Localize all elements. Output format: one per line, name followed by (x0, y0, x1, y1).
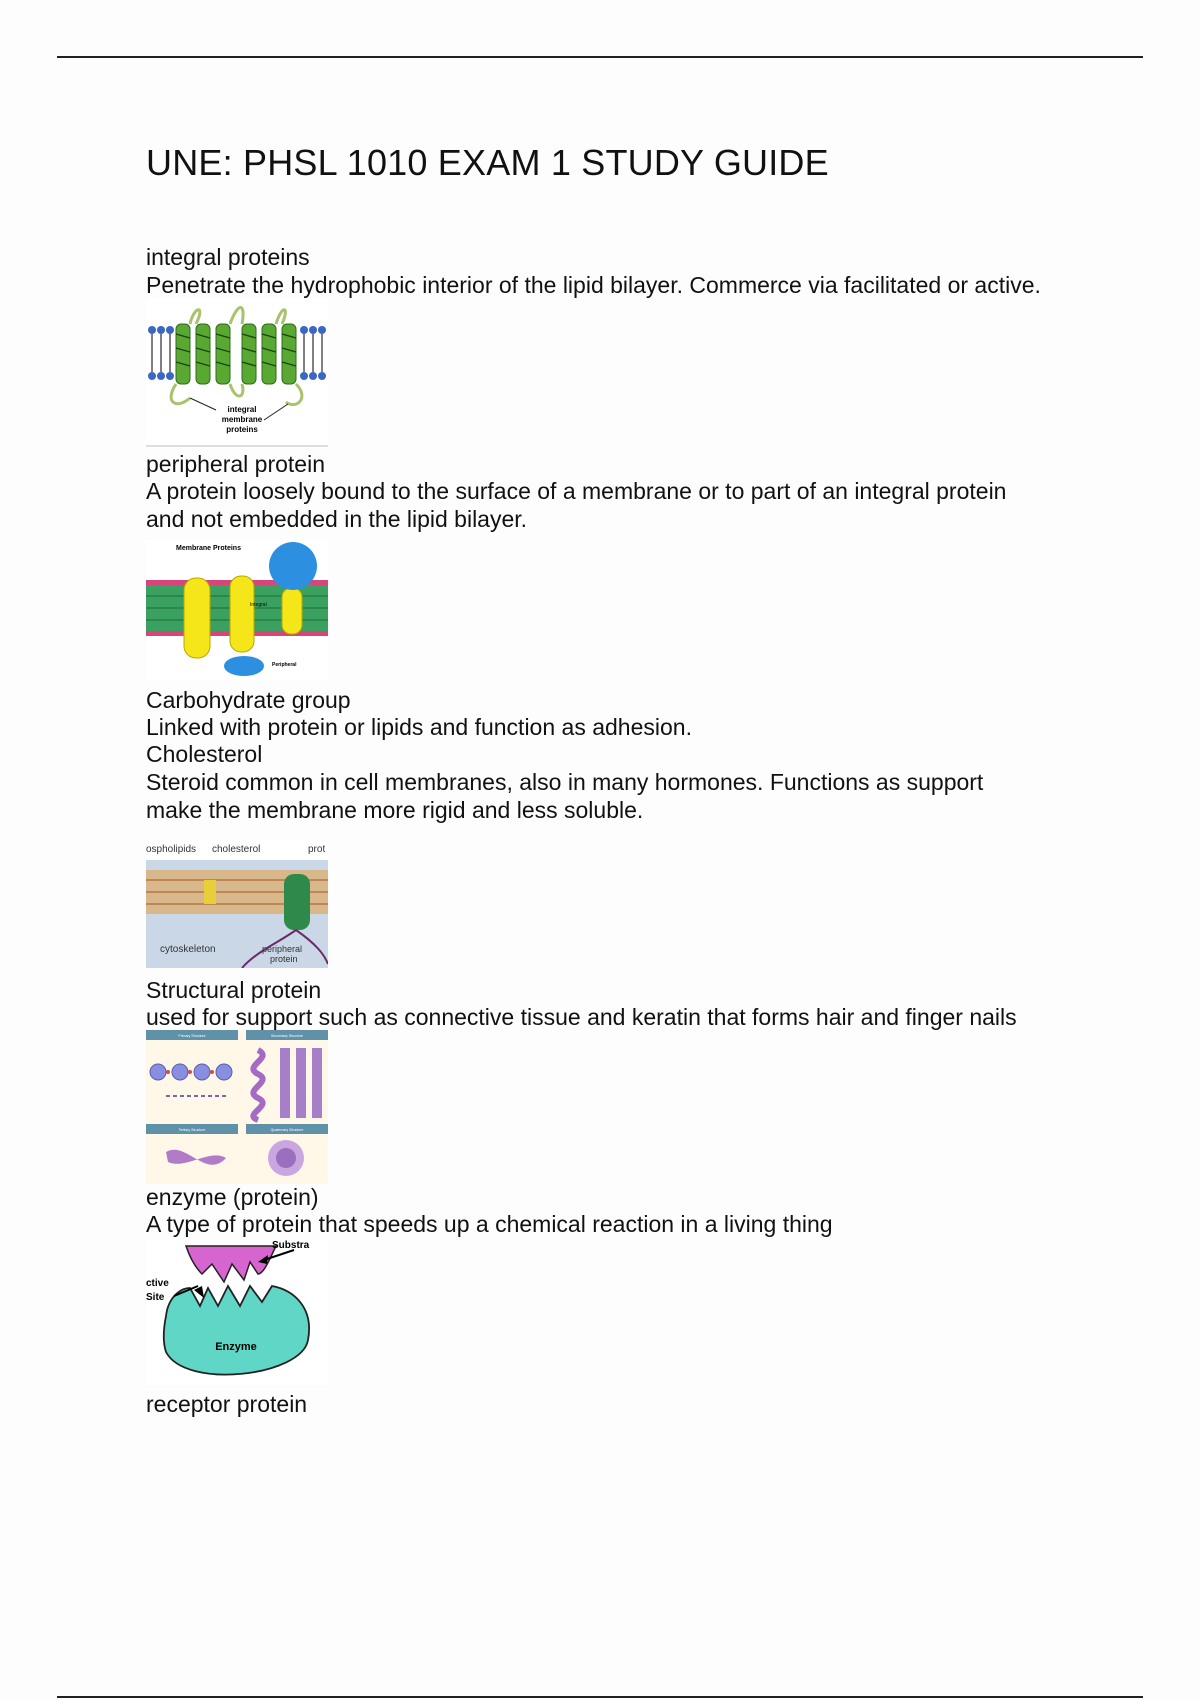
integral-label-line-3: proteins (226, 425, 258, 434)
cholesterol-label-peripheral: peripheral (262, 944, 303, 954)
definition-peripheral-protein-line-1: A protein loosely bound to the surface of a membrane or to part of an integral protein (146, 478, 1007, 504)
cholesterol-label-prot: prot (308, 844, 326, 855)
integral-label-line-2: membrane (221, 415, 263, 424)
structure-panel-tertiary: Tertiary Structure (178, 1128, 206, 1132)
term-enzyme-protein: enzyme (protein) (146, 1184, 319, 1210)
integral-label-line-1: integral (227, 405, 257, 414)
definition-peripheral-protein-line-2: and not embedded in the lipid bilayer. (146, 506, 528, 532)
integral-membrane-proteins-figure (146, 298, 328, 448)
term-cholesterol: Cholesterol (146, 741, 263, 767)
bottom-rule (57, 1696, 1143, 1698)
cholesterol-label-phospholipids: ospholipids (146, 844, 197, 855)
top-rule (57, 56, 1143, 58)
term-integral-proteins: integral proteins (146, 244, 310, 270)
structure-panel-primary: Primary Structure (178, 1034, 206, 1038)
substrate-label: Substra (272, 1240, 310, 1251)
active-site-label-line-1: ctive (146, 1278, 169, 1289)
enzyme-substrate-figure (146, 1240, 328, 1385)
cholesterol-label-cholesterol: cholesterol (212, 844, 261, 855)
enzyme-label: Enzyme (215, 1341, 257, 1353)
cholesterol-label-protein: protein (270, 954, 298, 964)
membrane-proteins-figure (146, 540, 328, 680)
structure-panel-quaternary: Quaternary Structure (270, 1128, 304, 1132)
protein-structure-levels-figure (146, 1030, 328, 1184)
term-structural-protein: Structural protein (146, 977, 322, 1003)
active-site-label-line-2: Site (146, 1292, 165, 1303)
definition-integral-proteins: Penetrate the hydrophobic interior of the lipid bilayer. Commerce via facilitated or active. (146, 272, 1041, 298)
cholesterol-label-cytoskeleton: cytoskeleton (160, 944, 216, 955)
term-peripheral-protein: peripheral protein (146, 451, 326, 477)
cholesterol-membrane-figure (146, 840, 328, 968)
term-receptor-protein: receptor protein (146, 1391, 308, 1417)
definition-carbohydrate-group: Linked with protein or lipids and function as adhesion. (146, 714, 692, 740)
membrane-peripheral-label: Peripheral (272, 662, 297, 668)
definition-cholesterol-line-1: Steroid common in cell membranes, also in many hormones. Functions as support (146, 769, 984, 795)
page-title: UNE: PHSL 1010 EXAM 1 STUDY GUIDE (146, 142, 829, 183)
structure-panel-secondary: Secondary Structure (271, 1034, 303, 1038)
membrane-proteins-title: Membrane Proteins (176, 545, 241, 552)
term-carbohydrate-group: Carbohydrate group (146, 687, 351, 713)
membrane-integral-label: Integral (250, 602, 267, 608)
definition-structural-protein: used for support such as connective tissue and keratin that forms hair and finger nails (146, 1004, 1017, 1030)
definition-enzyme-protein: A type of protein that speeds up a chemical reaction in a living thing (146, 1211, 833, 1237)
definition-cholesterol-line-2: make the membrane more rigid and less soluble. (146, 797, 644, 823)
